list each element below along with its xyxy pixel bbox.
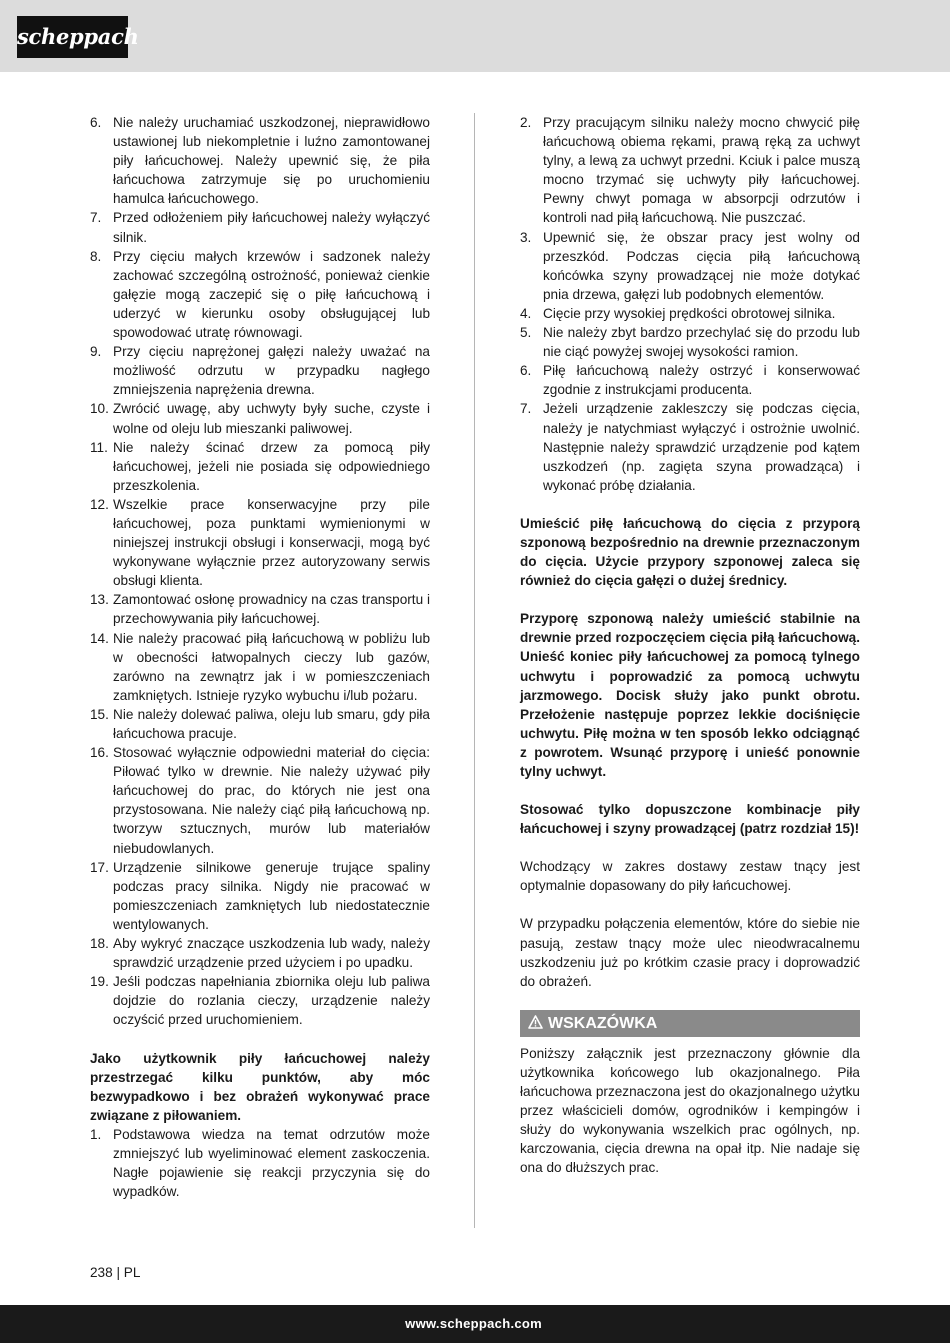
safety-list-right <box>520 113 860 495</box>
list-item: 14. Nie należy pracować piłą łańcuchową w pobliżu lub w obecności łatwopalnych cieczy lub gazów, zarówno na zewnątrz jak i w pomieszczeniach zamkniętych. Istnieje ryzyko wybuchu i/lub pożaru. <box>90 630 430 703</box>
list-item: 12. Wszelkie prace konserwacyjne przy pile łańcuchowej, poza punktami wymienionymi w niniejszej instrukcji obsługi i konserwacji, mogą być wykonywane wyłącznie przez autoryzowany serwis obsługi klienta. <box>90 496 430 589</box>
website-link[interactable]: www.scheppach.com <box>405 1316 542 1331</box>
list-item: 17. Urządzenie silnikowe generuje trujące spaliny podczas pracy silnika. Nigdy nie pracować w pomieszczeniach zamkniętych lub niedostatecznie wentylowanych. <box>90 859 430 932</box>
list-item: 9. Przy cięciu naprężonej gałęzi należy uważać na możliwość odrzutu w przypadku nagłego zmniejszenia naprężenia drewna. <box>90 344 430 398</box>
column-divider <box>474 113 475 1228</box>
left-column <box>90 113 430 1201</box>
right-column <box>520 113 860 1178</box>
list-item: 7. Przed odłożeniem piły łańcuchowej należy wyłączyć silnik. <box>90 210 430 245</box>
list-item: 18. Aby wykryć znaczące uszkodzenia lub wady, należy sprawdzić urządzenie przed użyciem i po upadku. <box>90 936 430 971</box>
notice-header <box>520 1010 860 1037</box>
list-item: 6. Nie należy uruchamiać uszkodzonej, nieprawidłowo ustawionej lub niekompletnie i luźno zamontowanej piły łańcuchowej. Należy upewnić się, że piła łańcuchowa zatrzymuje się po uruchomieniu hamulca łańcuchowego. <box>90 115 430 207</box>
page-number: 238 | PL <box>90 1265 141 1280</box>
list-item: 4. Cięcie przy wysokiej prędkości obrotowej silnika. <box>520 305 836 321</box>
list-item: 6. Piłę łańcuchową należy ostrzyć i konserwować zgodnie z instrukcjami producenta. <box>520 363 860 398</box>
list-item: 5. Nie należy zbyt bardzo przechylać się do przodu lub nie ciąć powyżej swojej wysokości ramion. <box>520 325 860 360</box>
footer-bar <box>0 1305 950 1343</box>
list-item: 1. Podstawowa wiedza na temat odrzutów może zmniejszyć lub wyeliminować element zaskoczenia. Nagłe pojawienie się reakcji przyczynia się do wypadków. <box>90 1126 430 1200</box>
brand-logo: scheppach <box>17 16 128 58</box>
bold-paragraph: Stosować tylko dopuszczone kombinacje piły łańcuchowej i szyny prowadzącej (patrz rozdział 15)! <box>520 802 860 837</box>
paragraph: Wchodzący w zakres dostawy zestaw tnący jest optymalnie dopasowany do piły łańcuchowej. <box>520 859 860 894</box>
list-item: 16. Stosować wyłącznie odpowiedni materiał do cięcia: Piłować tylko w drewnie. Nie należy używać piły łańcuchowej do prac, do których nie jest ona przystosowana. Nie należy ciąć piłą łańcuchową np. tworzyw sztucznych, murów lub materiałów niebudowlanych. <box>90 745 430 856</box>
list-item: 15. Nie należy dolewać paliwa, oleju lub smaru, gdy piła łańcuchowa pracuje. <box>90 706 430 741</box>
notice-text: Poniższy załącznik jest przeznaczony głównie dla użytkownika końcowego lub okazjonalnego. Piła łańcuchowa przeznaczona jest do okazjonalnego użytku przez właścicieli domów, ogrodników i kempingów i służy do wykonywania wszelkich prac ogólnych, np. karczowania, cięcia drewna na opał itp. Nie nadaje się ona do dłuższych prac. <box>520 1045 860 1176</box>
list-item: 3. Upewnić się, że obszar pracy jest wolny od przeszkód. Podczas cięcia piłą łańcuchową końcówka szyny prowadzącej nie może dotykać pnia drzewa, gałęzi lub podobnych elementów. <box>520 229 860 302</box>
section-heading: Jako użytkownik piły łańcuchowej należy przestrzegać kilku punktów, aby móc bezwypadkowo i bez obrażeń wykonywać prace związane z piłowaniem. <box>90 1050 430 1123</box>
list-item: 7. Jeżeli urządzenie zakleszczy się podczas cięcia, należy je natychmiast wyłączyć i ostrożnie uwolnić. Następnie należy sprawdzić urządzenie pod kątem uszkodzeń (np. zagięta szyna prowadząca) i wykonać próbę działania. <box>520 401 860 493</box>
paragraph: W przypadku połączenia elementów, które do siebie nie pasują, zestaw tnący może ulec nieodwracalnemu uszkodzeniu już po krótkim czasie pracy i doprowadzić do obrażeń. <box>520 916 860 989</box>
header-bar <box>0 0 950 72</box>
warning-triangle-icon <box>528 1010 543 1037</box>
notice-title: WSKAZÓWKA <box>548 1014 658 1032</box>
list-item: 10. Zwrócić uwagę, aby uchwyty były suche, czyste i wolne od oleju lub mieszanki paliwowej. <box>90 401 430 436</box>
list-item: 11. Nie należy ścinać drzew za pomocą piły łańcuchowej, jeżeli nie posiada się odpowiedniego przeszkolenia. <box>90 439 430 493</box>
list-item: 13. Zamontować osłonę prowadnicy na czas transportu i przechowywania piły łańcuchowej. <box>90 592 430 627</box>
kickback-list <box>90 1125 430 1201</box>
list-item: 2. Przy pracującym silniku należy mocno chwycić piłę łańcuchową obiema rękami, prawą ręką za uchwyt tylny, a lewą za uchwyt przedni. Kciuk i palce muszą mocno trzymać się uchwyty piły łańcuchowej. Pewny chwyt pomaga w absorpcji odrzutów i kontroli nad piłą łańcuchową. Nie puszczać. <box>520 115 860 226</box>
list-item: 8. Przy cięciu małych krzewów i sadzonek należy zachować szczególną ostrożność, ponieważ cienkie gałęzie mogą zaczepić się o piłę łańcuchową i uderzyć w kierunku osoby obsługującej lub spowodować utratę równowagi. <box>90 248 430 341</box>
list-item: 19. Jeśli podczas napełniania zbiornika oleju lub paliwa dojdzie do rozlania cieczy, urządzenie należy oczyścić przed uruchomieniem. <box>90 974 430 1028</box>
bold-paragraph: Umieścić piłę łańcuchową do cięcia z przyporą szponową bezpośrednio na drewnie przeznaczonym do cięcia. Użycie przypory szponowej zaleca się również do cięcia gałęzi o dużej średnicy. <box>520 515 860 589</box>
bold-paragraph: Przyporę szponową należy umieścić stabilnie na drewnie przed rozpoczęciem cięcia piłą łańcuchową. Unieść koniec piły łańcuchowej za pomocą tylnego uchwytu i poprowadzić za pomocą uchwytu jarzmowego. Docisk służy jako punkt obrotu. Przełożenie następuje poprzez lekkie dociśnięcie uchwytu. Piłę można w ten sposób lekko odciągnąć z powrotem. Wsunąć przyporę i unieść ponownie tylny uchwyt. <box>520 611 860 779</box>
safety-list-left <box>90 113 430 1030</box>
